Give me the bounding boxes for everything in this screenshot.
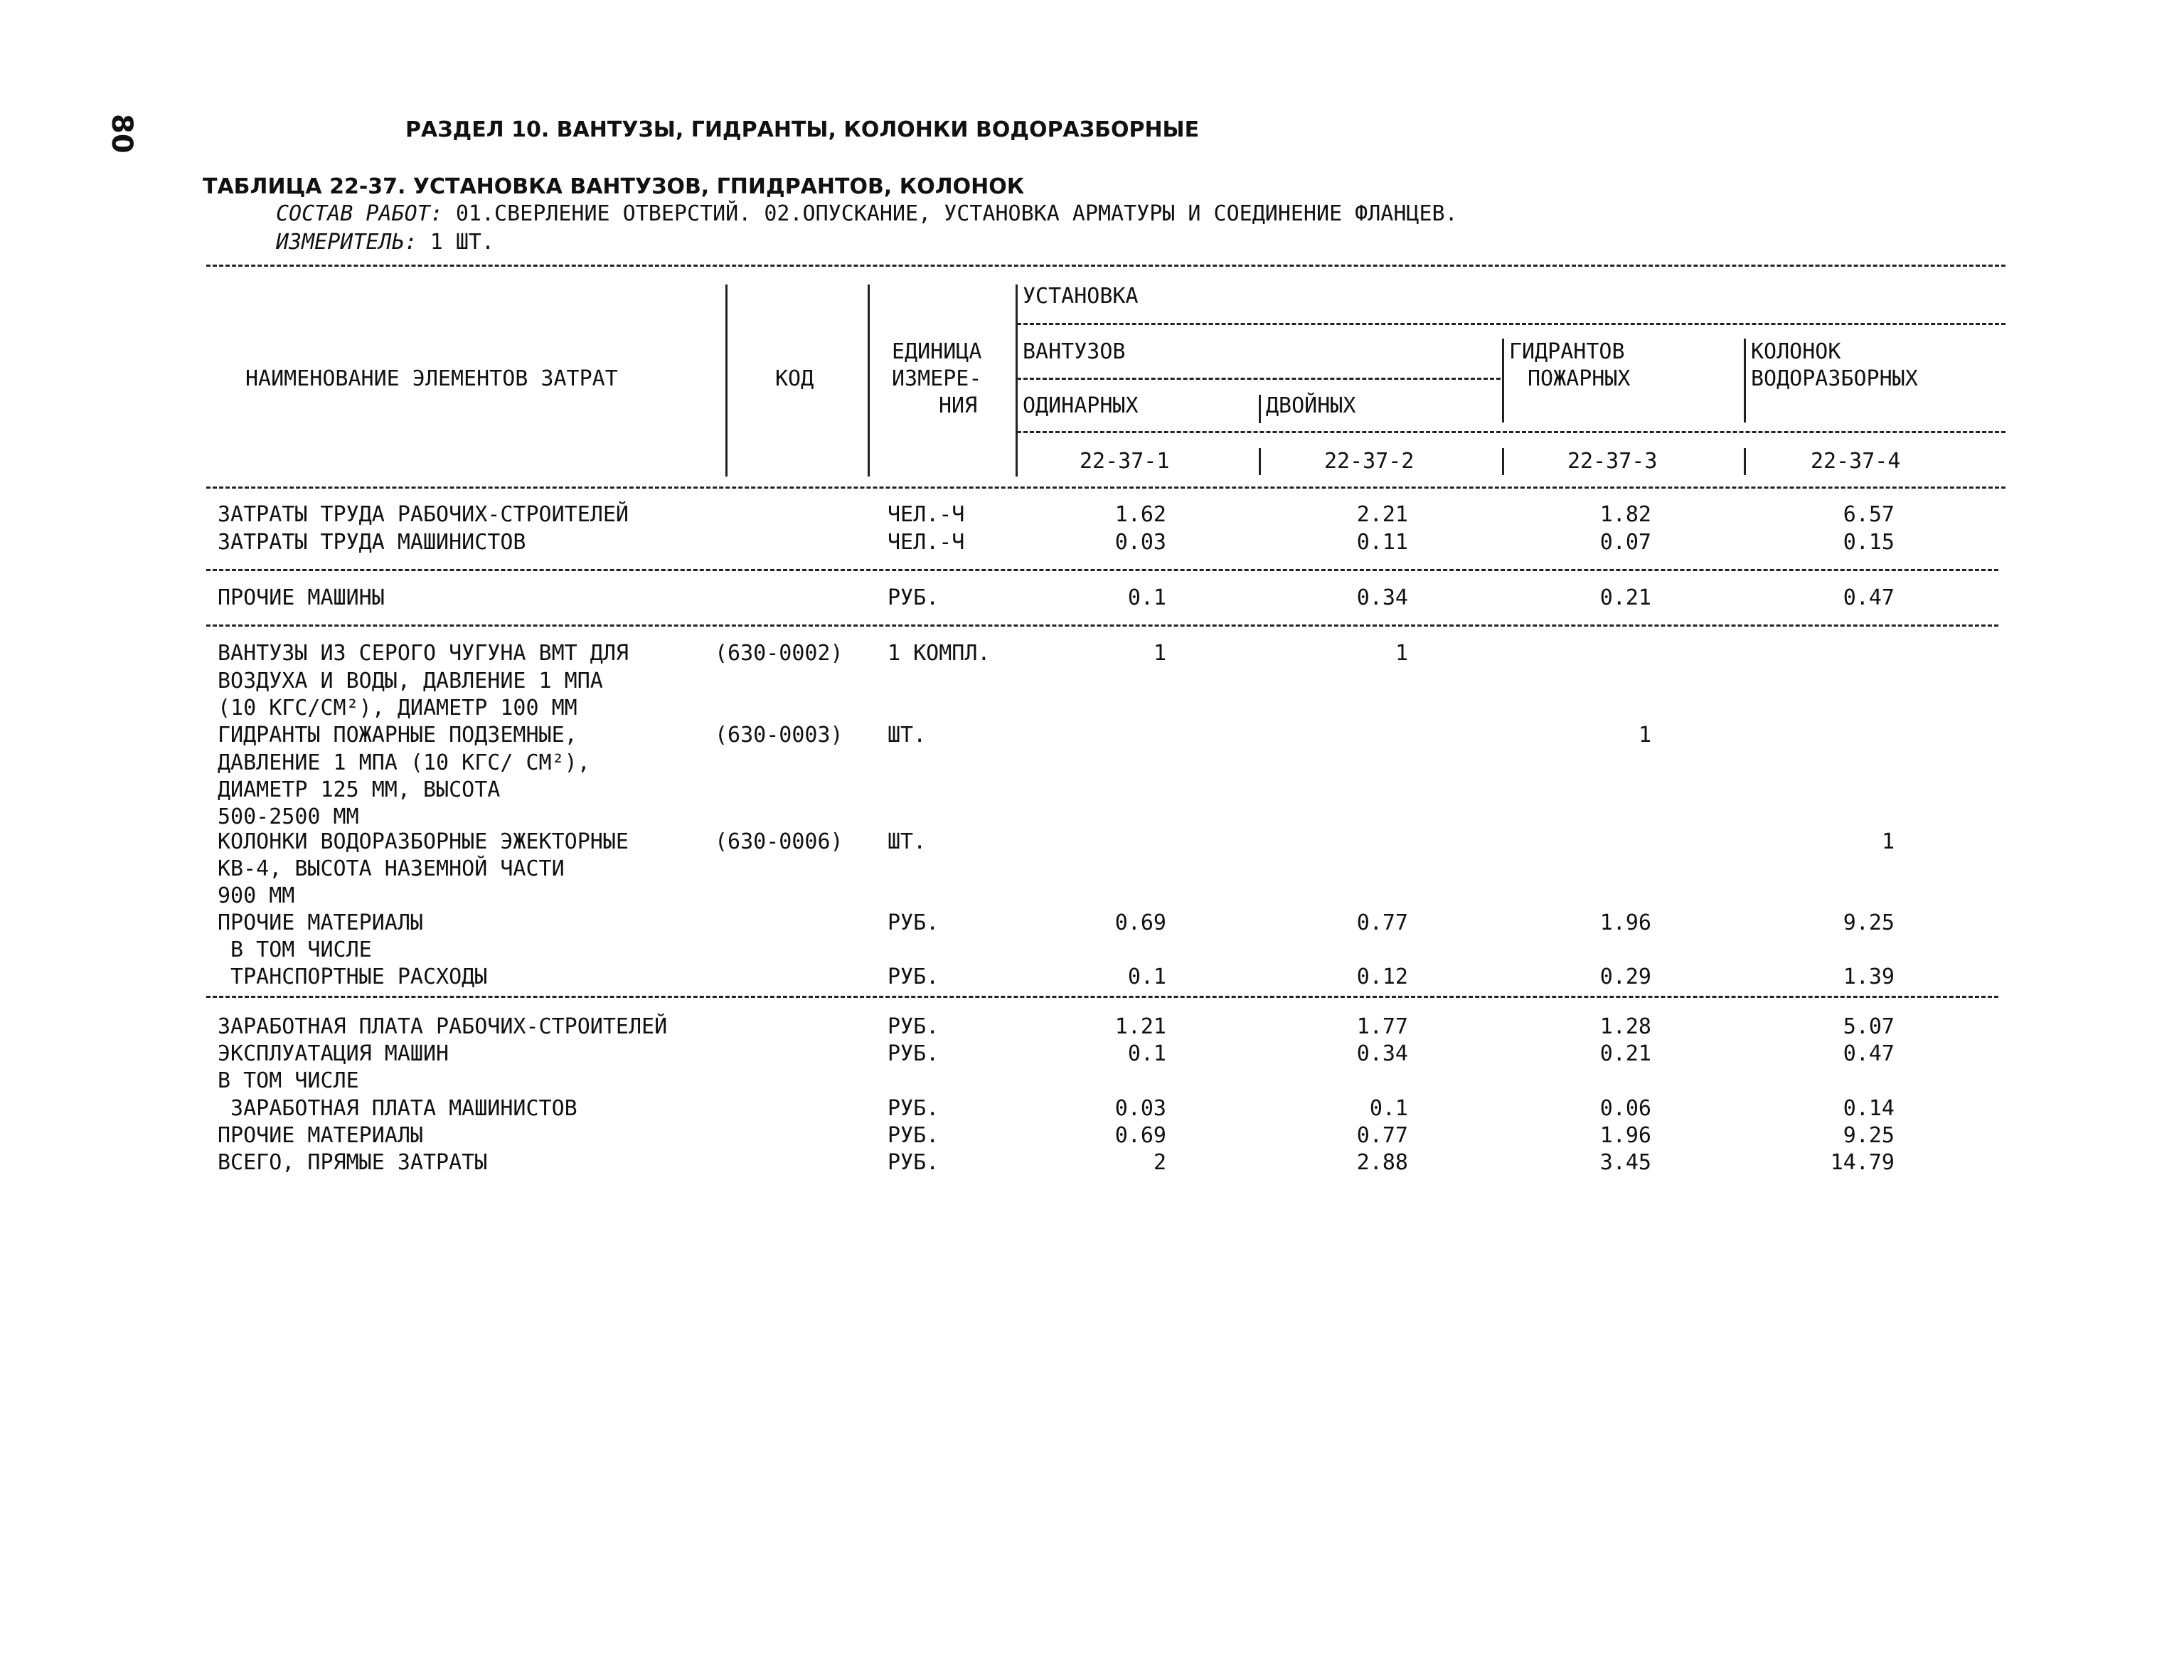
header-unit-3: НИЯ	[939, 393, 978, 418]
row-name: ПРОЧИЕ МАТЕРИАЛЫ	[218, 910, 423, 935]
row-value-3: 1.96	[1599, 910, 1651, 935]
header-bottom-rule	[206, 487, 2005, 489]
header-double: ДВОЙНЫХ	[1266, 393, 1356, 418]
row-value-3: 3.45	[1599, 1150, 1651, 1175]
row-name: ВАНТУЗЫ ИЗ СЕРОГО ЧУГУНА ВМТ ДЛЯ	[218, 641, 629, 666]
row-value-1: 1.62	[1114, 502, 1166, 527]
header-code-4: 22-37-4	[1811, 449, 1901, 474]
row-value-3: 0.29	[1599, 964, 1651, 989]
row-value-4: 14.79	[1830, 1150, 1895, 1175]
divider-code1-code2	[1259, 448, 1261, 475]
row-value-1: 2	[1153, 1150, 1166, 1175]
row-unit: РУБ.	[888, 1096, 939, 1121]
row-value-1: 1	[1153, 641, 1166, 666]
row-name: ЗАРАБОТНАЯ ПЛАТА МАШИНИСТОВ	[218, 1096, 577, 1121]
row-name: ЗАТРАТЫ ТРУДА МАШИНИСТОВ	[218, 530, 526, 555]
row-unit: ЧЕЛ.-Ч	[888, 502, 965, 527]
row-unit: РУБ.	[888, 1150, 939, 1175]
row-unit: РУБ.	[888, 585, 939, 610]
row-value-4: 0.14	[1843, 1096, 1895, 1121]
row-value-1: 0.1	[1127, 1041, 1166, 1066]
header-code-3: 22-37-3	[1567, 449, 1658, 474]
header-code: КОД	[775, 366, 814, 391]
row-value-1: 0.1	[1127, 964, 1166, 989]
divider-hydrant-kolonok	[1744, 339, 1746, 422]
row-name: 500-2500 ММ	[218, 804, 359, 829]
divider-code2-code3	[1502, 448, 1504, 475]
row-value-2: 1.77	[1356, 1014, 1408, 1039]
divider-single-double	[1259, 395, 1261, 423]
row-name: ВСЕГО, ПРЯМЫЕ ЗАТРАТЫ	[218, 1150, 488, 1175]
row-value-4: 6.57	[1843, 502, 1895, 527]
header-kolonok-1: КОЛОНОК	[1751, 339, 1841, 364]
row-value-1: 0.69	[1114, 910, 1166, 935]
row-unit: ШТ.	[888, 723, 927, 748]
header-vantuz: ВАНТУЗОВ	[1023, 339, 1126, 364]
row-name: (10 КГС/СМ²), ДИАМЕТР 100 ММ	[218, 696, 577, 721]
row-value-3: 0.07	[1599, 530, 1651, 555]
row-unit: РУБ.	[888, 910, 939, 935]
divider-name-code	[725, 285, 728, 477]
header-unit-2: ИЗМЕРЕ-	[892, 366, 982, 391]
row-unit: ЧЕЛ.-Ч	[888, 530, 965, 555]
row-value-1: 0.03	[1114, 1096, 1166, 1121]
row-name: ВОЗДУХА И ВОДЫ, ДАВЛЕНИЕ 1 МПА	[218, 669, 603, 693]
row-value-4: 5.07	[1843, 1014, 1895, 1039]
row-unit: РУБ.	[888, 1123, 939, 1148]
row-value-4: 0.15	[1843, 530, 1895, 555]
row-value-2: 0.34	[1356, 1041, 1408, 1066]
row-value-3: 0.21	[1599, 1041, 1651, 1066]
row-value-2: 0.77	[1356, 910, 1408, 935]
row-value-1: 0.03	[1114, 530, 1166, 555]
row-name: ПРОЧИЕ МАШИНЫ	[218, 585, 385, 610]
row-value-1: 0.1	[1127, 585, 1166, 610]
row-value-4: 0.47	[1843, 1041, 1895, 1066]
group-rule-2	[206, 624, 1998, 627]
header-install: УСТАНОВКА	[1023, 284, 1139, 309]
divider-unit-values	[1016, 285, 1018, 477]
header-unit-1: ЕДИНИЦА	[892, 339, 982, 364]
row-value-3: 0.06	[1599, 1096, 1651, 1121]
row-value-2: 2.88	[1356, 1150, 1408, 1175]
vantuz-rule	[1017, 378, 1501, 380]
row-name: ДАВЛЕНИЕ 1 МПА (10 КГС/ СМ²),	[218, 750, 590, 775]
row-name: 900 ММ	[218, 883, 295, 908]
header-hydrant-1: ГИДРАНТОВ	[1509, 339, 1625, 364]
row-value-4: 1.39	[1843, 964, 1895, 989]
row-unit: 1 КОМПЛ.	[888, 641, 991, 666]
row-unit: РУБ.	[888, 1014, 939, 1039]
page-number: 80	[105, 114, 138, 154]
meter-label: ИЗМЕРИТЕЛЬ:	[276, 230, 417, 255]
row-value-2: 1	[1395, 641, 1408, 666]
row-unit: РУБ.	[888, 964, 939, 989]
header-kolonok-2: ВОДОРАЗБОРНЫХ	[1751, 366, 1918, 391]
meter-text: 1 ШТ.	[430, 230, 495, 255]
work-label: СОСТАВ РАБОТ:	[276, 201, 443, 226]
row-value-3: 0.21	[1599, 585, 1651, 610]
row-value-2: 0.12	[1356, 964, 1408, 989]
header-code-1: 22-37-1	[1080, 449, 1170, 474]
header-single: ОДИНАРНЫХ	[1023, 393, 1139, 418]
row-value-4: 1	[1881, 829, 1895, 854]
header-hydrant-2: ПОЖАРНЫХ	[1528, 366, 1631, 391]
group-rule-1	[206, 569, 1998, 571]
row-name: ДИАМЕТР 125 ММ, ВЫСОТА	[218, 777, 501, 802]
meter	[276, 229, 494, 256]
row-name: ПРОЧИЕ МАТЕРИАЛЫ	[218, 1123, 423, 1148]
row-value-1: 0.69	[1114, 1123, 1166, 1148]
row-name: ЗАРАБОТНАЯ ПЛАТА РАБОЧИХ-СТРОИТЕЛЕЙ	[218, 1014, 668, 1039]
divider-code3-code4	[1744, 448, 1746, 475]
section-title: РАЗДЕЛ 10. ВАНТУЗЫ, ГИДРАНТЫ, КОЛОНКИ ВОДОРАЗБОРНЫЕ	[405, 117, 1200, 142]
row-code: (630-0006)	[715, 829, 843, 854]
row-name: ТРАНСПОРТНЫЕ РАСХОДЫ	[218, 964, 488, 989]
row-code: (630-0002)	[715, 641, 843, 666]
divider-vantuz-hydrant	[1502, 339, 1504, 422]
row-value-2: 0.77	[1356, 1123, 1408, 1148]
row-value-2: 0.11	[1356, 530, 1408, 555]
row-value-4: 0.47	[1843, 585, 1895, 610]
row-value-1: 1.21	[1114, 1014, 1166, 1039]
row-value-4: 9.25	[1843, 1123, 1895, 1148]
divider-code-unit	[868, 285, 870, 477]
codes-rule	[1017, 431, 2005, 433]
header-top-rule	[206, 265, 2005, 267]
row-value-3: 1.82	[1599, 502, 1651, 527]
row-value-3: 1.96	[1599, 1123, 1651, 1148]
header-name: НАИМЕНОВАНИЕ ЭЛЕМЕНТОВ ЗАТРАТ	[245, 366, 618, 391]
row-value-2: 0.34	[1356, 585, 1408, 610]
row-name: ЗАТРАТЫ ТРУДА РАБОЧИХ-СТРОИТЕЛЕЙ	[218, 502, 629, 527]
row-value-3: 1.28	[1599, 1014, 1651, 1039]
row-unit: ШТ.	[888, 829, 927, 854]
group-rule-3	[206, 996, 1998, 998]
header-code-2: 22-37-2	[1324, 449, 1415, 474]
work-text: 01.СВЕРЛЕНИЕ ОТВЕРСТИЙ. 02.ОПУСКАНИЕ, УСТАНОВКА АРМАТУРЫ И СОЕДИНЕНИЕ ФЛАНЦЕВ.	[455, 201, 1458, 226]
row-code: (630-0003)	[715, 723, 843, 748]
install-rule	[1017, 323, 2005, 325]
row-name: В ТОМ ЧИСЛЕ	[218, 1068, 359, 1093]
row-name: ЭКСПЛУАТАЦИЯ МАШИН	[218, 1041, 449, 1066]
row-name: ГИДРАНТЫ ПОЖАРНЫЕ ПОДЗЕМНЫЕ,	[218, 723, 577, 748]
table-title: ТАБЛИЦА 22-37. УСТАНОВКА ВАНТУЗОВ, ГПИДРАНТОВ, КОЛОНОК	[203, 174, 1025, 199]
row-value-3: 1	[1638, 723, 1651, 748]
row-value-4: 9.25	[1843, 910, 1895, 935]
row-unit: РУБ.	[888, 1041, 939, 1066]
row-value-2: 0.1	[1369, 1096, 1408, 1121]
row-value-2: 2.21	[1356, 502, 1408, 527]
row-name: В ТОМ ЧИСЛЕ	[218, 937, 372, 962]
row-name: КОЛОНКИ ВОДОРАЗБОРНЫЕ ЭЖЕКТОРНЫЕ	[218, 829, 629, 854]
row-name: КВ-4, ВЫСОТА НАЗЕМНОЙ ЧАСТИ	[218, 856, 565, 881]
work-composition	[276, 201, 1458, 228]
